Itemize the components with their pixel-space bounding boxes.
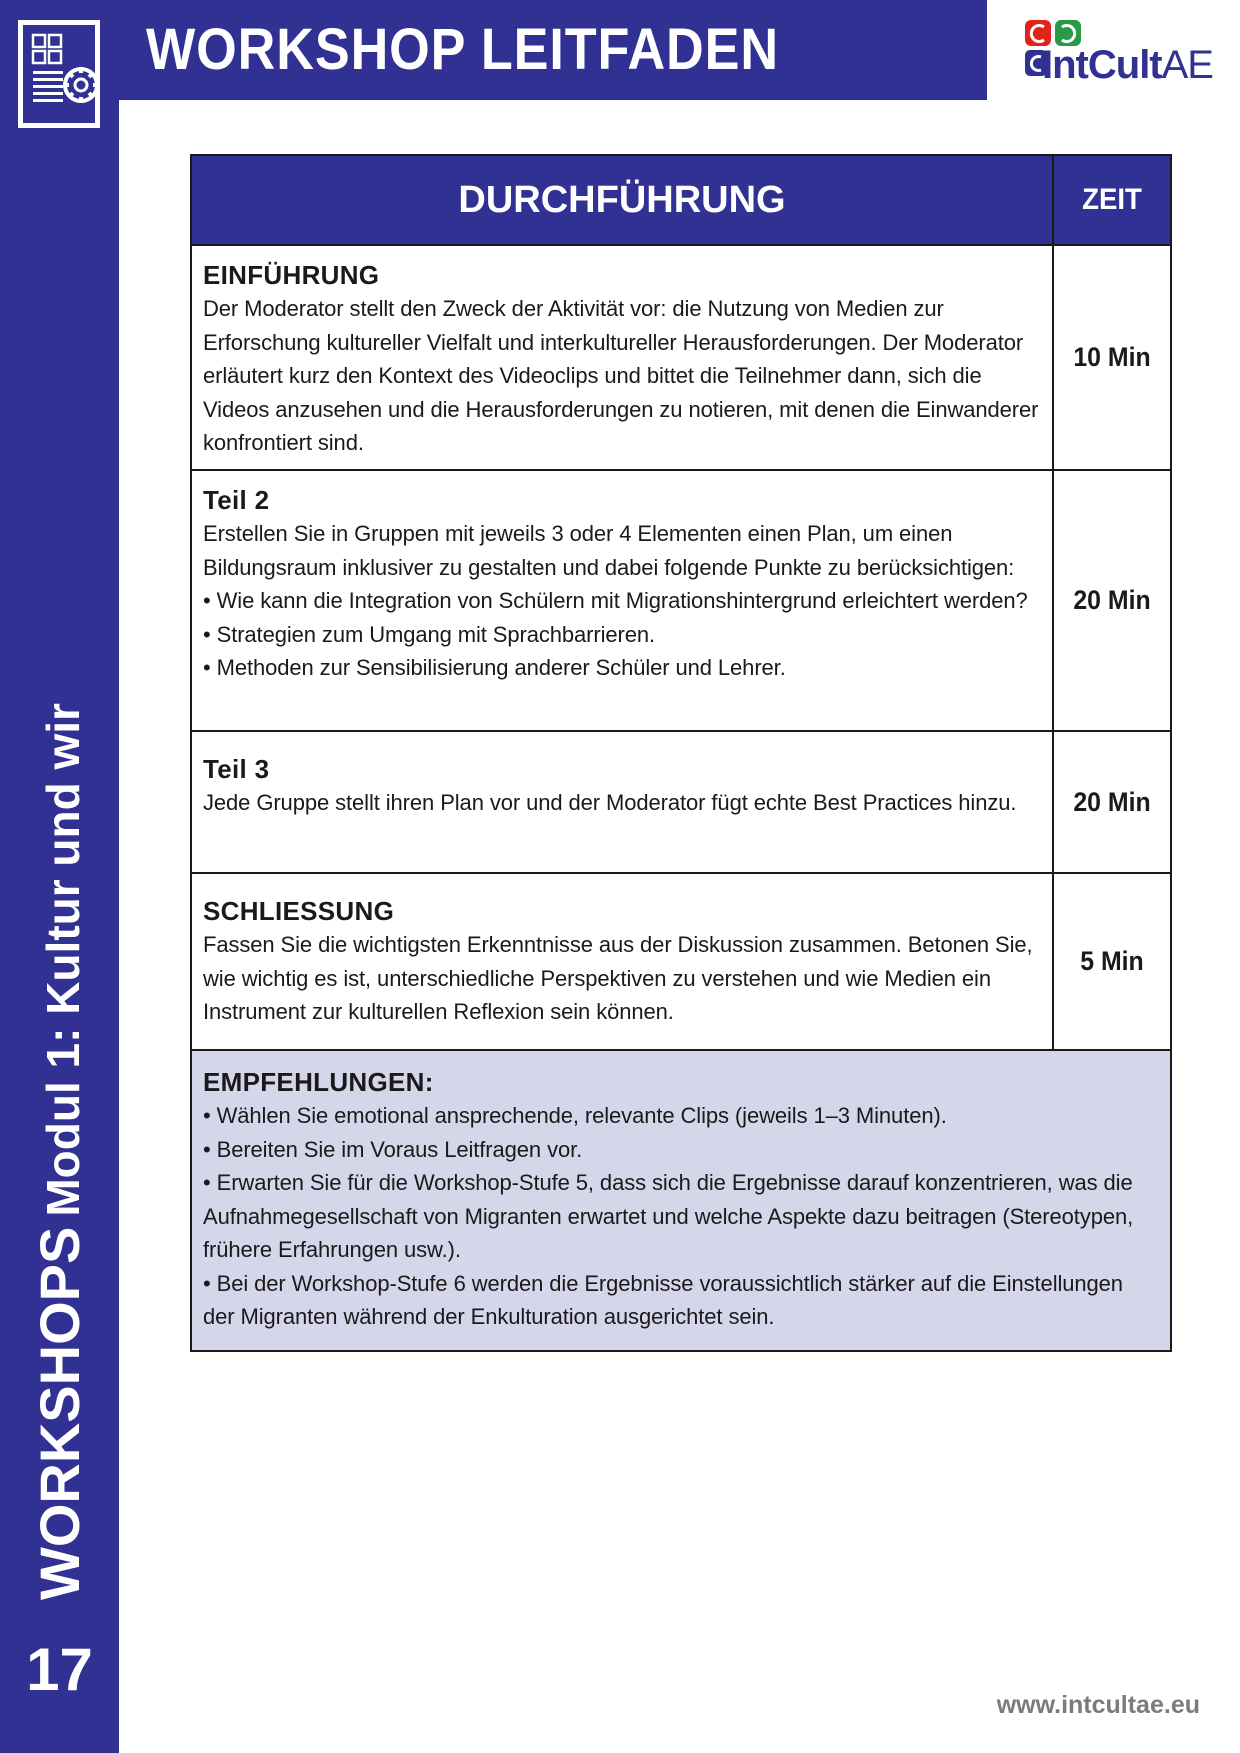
section-body: Jede Gruppe stellt ihren Plan vor und der Moderator fügt echte Best Practices hinzu.	[203, 790, 1017, 815]
module-title: Modul 1: Kultur und wir	[37, 703, 89, 1217]
section-time: 20 Min	[1073, 585, 1151, 615]
section-time: 5 Min	[1080, 946, 1144, 976]
section-body: Fassen Sie die wichtigsten Erkenntnisse aus der Diskussion zusammen. Betonen Sie, wie wichtig es ist, unterschiedliche Perspektiven zu verstehen und wie Medien ein Instrument zur kulturellen Reflexion sein können.	[203, 932, 1033, 1024]
section-title: SCHLIESSUNG	[203, 896, 395, 926]
table-row	[192, 244, 1170, 469]
table-header-row	[192, 156, 1170, 244]
procedure-table	[190, 154, 1172, 1352]
recommendations-title: EMPFEHLUNGEN:	[203, 1067, 434, 1097]
section-title: EINFÜHRUNG	[203, 260, 380, 290]
footer-url[interactable]: www.intcultae.eu	[996, 1691, 1200, 1719]
logo-text: IntCultAE	[1042, 43, 1213, 87]
module-label	[28, 703, 91, 1600]
section-title: Teil 2	[203, 485, 270, 515]
section-title: Teil 3	[203, 754, 270, 784]
bullet-item: • Methoden zur Sensibilisierung anderer Schüler und Lehrer.	[203, 655, 786, 680]
recommendations-row	[192, 1049, 1170, 1350]
recommendation-item: • Wählen Sie emotional ansprechende, relevante Clips (jeweils 1–3 Minuten).	[203, 1103, 947, 1128]
table-row	[192, 469, 1170, 730]
section-time: 10 Min	[1073, 342, 1151, 372]
table-row	[192, 872, 1170, 1049]
section-body: Der Moderator stellt den Zweck der Aktivität vor: die Nutzung von Medien zur Erforschung kultureller Vielfalt und interkultureller Herausforderungen. Der Moderator erläutert kurz den Kontext des Videoclips und bittet die Teilnehmer dann, sich die Videos anzusehen und die Herausforderungen zu notieren, mit denen die Einwanderer konfrontiert sind.	[203, 296, 1039, 455]
table-row	[192, 730, 1170, 872]
section-time: 20 Min	[1073, 786, 1151, 817]
recommendation-item: • Bei der Workshop-Stufe 6 werden die Ergebnisse voraussichtlich stärker auf die Einstellungen der Migranten während der Enkulturation ausgerichtet sein.	[203, 1270, 1123, 1329]
column-header-time: ZEIT	[1082, 183, 1142, 216]
page-title: WORKSHOP LEITFADEN	[146, 17, 779, 82]
section-body: Erstellen Sie in Gruppen mit jeweils 3 oder 4 Elementen einen Plan, um einen Bildungsraum inklusiver zu gestalten und dabei folgende Punkte zu berücksichtigen:	[203, 521, 1015, 580]
page-number: 17	[26, 1636, 93, 1703]
column-header-procedure: DURCHFÜHRUNG	[192, 156, 1054, 244]
recommendation-item: • Erwarten Sie für die Workshop-Stufe 5, dass sich die Ergebnisse darauf konzentrieren, was die Aufnahmegesellschaft von Migranten erwartet und welche Aspekte dazu beitragen (Stereotypen, frühere Erfahrungen usw.).	[203, 1170, 1134, 1262]
workshops-label: WORKSHOPS	[28, 1226, 91, 1600]
bullet-item: • Strategien zum Umgang mit Sprachbarrieren.	[203, 621, 656, 647]
bullet-item: • Wie kann die Integration von Schülern mit Migrationshintergrund erleichtert werden?	[203, 588, 1028, 613]
recommendation-item: • Bereiten Sie im Voraus Leitfragen vor.	[203, 1136, 583, 1162]
workshop-document-icon	[18, 20, 100, 128]
